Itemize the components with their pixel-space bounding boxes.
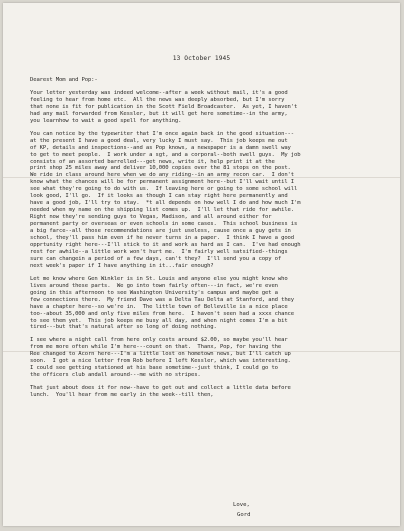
- text-line: to see them yet. This job keeps me busy all day, and when night comes I'm a bit: [30, 317, 288, 324]
- letter-date: 13 October 1945: [172, 55, 231, 62]
- paragraph-5: [30, 385, 385, 399]
- text-line: permanent party or overseas or even schools in some cases. This school business is: [30, 221, 298, 228]
- text-line: print shop 25 miles away and deliver 10,000 copies over the 81 stops on the post.: [30, 165, 291, 172]
- text-line: have a chapter here--so we're in. The little town of Belleville is a nice place: [30, 303, 288, 310]
- text-line: consists of an assorted barrelled---get news, write it, help print it at the: [30, 158, 275, 165]
- text-line: at the present I have a good deal, very lucky I must say. This job keeps me out: [30, 137, 288, 144]
- text-line: rest for awhile--a little work won't hurt me. I'm fairly well satsified--things: [30, 248, 288, 255]
- text-line: that none is fit for publication in the Scott Field Broadcaster. As yet, I haven't: [30, 103, 298, 110]
- closing-word: Love,: [233, 502, 250, 508]
- salutation: Dearest Mom and Pop:-: [30, 77, 98, 83]
- text-line: That just about does it for now--have to get out and collect a little data before: [30, 385, 291, 392]
- text-line: Let me know where Gen Winkler is in St. Louis and anyone else you might know who: [30, 275, 288, 282]
- text-line: Right now they're sending guys to Vegas, Madison, and all around either for: [30, 214, 272, 221]
- text-line: next week's paper if I have anything in it...fair enough?: [30, 262, 214, 269]
- letter-body: [30, 77, 385, 405]
- text-line: few connections there. My friend Dave was a Delta Tau Delta at Stanford, and they: [30, 296, 295, 303]
- text-line: had any mail forwarded from Kessler, but it will get here sometime--in the army,: [30, 110, 288, 117]
- text-line: lives around these parts. We go into town fairly often---in fact, we're even: [30, 282, 278, 289]
- text-line: the officers club andall around---me with no stripes.: [30, 372, 201, 379]
- text-line: going in this afternoon to see Washington University's campus and maybe get a: [30, 289, 278, 296]
- letter-sheet: [3, 3, 400, 526]
- text-line: know what the chances will be for permanent assignment here--but I'll wait until I: [30, 179, 295, 186]
- text-line: from me more often while I'm here---count on that. Thanx, Pop, for having the: [30, 344, 282, 351]
- letter-closing: [233, 500, 250, 520]
- text-line: opprtunity right here---I'll stick to it and work as hard as I can. I've had enough: [30, 241, 301, 248]
- paragraph-2: [30, 131, 385, 270]
- text-line: school, they'll pass him even if he never turns in a paper. I think I have a good: [30, 235, 295, 242]
- text-line: feeling to hear from home etc. All the news was deeply absorbed, but I'm sorry: [30, 96, 285, 103]
- text-line: look good, I'll go. If it looks as though I can stay right here permanently and: [30, 193, 288, 200]
- text-line: needed when my name on the shipping list comes up. I'll let that ride for awhile.: [30, 207, 295, 214]
- text-line: You can notice by the typewriter that I'm once again back in the good situation---: [30, 130, 295, 137]
- text-line: of KP, details and inspections--and as Pop knows, a newspaper is a damn swell way: [30, 144, 291, 151]
- text-line: Ree changed to Acorn here---I'm a little lost on hometown news, but I'll catch up: [30, 351, 291, 358]
- text-line: tired---but that's natural after so long of doing nothing.: [30, 324, 217, 331]
- paragraph-1: [30, 90, 385, 125]
- paragraph-4: [30, 337, 385, 379]
- text-line: I see where a night call from here only costs around $2.00, so maybe you'll hear: [30, 337, 288, 344]
- text-line: have a good job, I'll try to stay. *t all depends on how well I do and how much I'm: [30, 200, 301, 207]
- paragraph-3: [30, 276, 385, 332]
- text-line: a big farce--all those recommendations are just useless, cause once a guy gets in: [30, 228, 291, 235]
- text-line: you learnhow to wait a good spell for anything.: [30, 117, 182, 124]
- text-line: to get to meet people. I work under a sgt, and a corporal--both swell guys. My job: [30, 151, 301, 158]
- text-line: see what they're going to do with us. If leaving here or going to some school will: [30, 186, 298, 193]
- text-line: We ride in class around here when we do any riding--in an army recon car. I don't: [30, 172, 295, 179]
- text-line: lunch. You'll hear from me early in the week--till then,: [30, 392, 214, 399]
- text-line: Your letter yesterday was indeed welcome--after a week without mail, it's a good: [30, 89, 288, 96]
- text-line: sure can changein a period of a few days, can't they? I'll send you a copy of: [30, 255, 282, 262]
- signature: Gord: [237, 512, 251, 518]
- text-line: I could see getting stationed at his base sometime--just think, I could go to: [30, 365, 278, 372]
- text-line: too--about 35,000 and only five miles from here. I haven't seen had a xxxx chance: [30, 310, 295, 317]
- text-line: soon. I got a nice letter from Rob before I left Kessler, which was interesting.: [30, 358, 291, 365]
